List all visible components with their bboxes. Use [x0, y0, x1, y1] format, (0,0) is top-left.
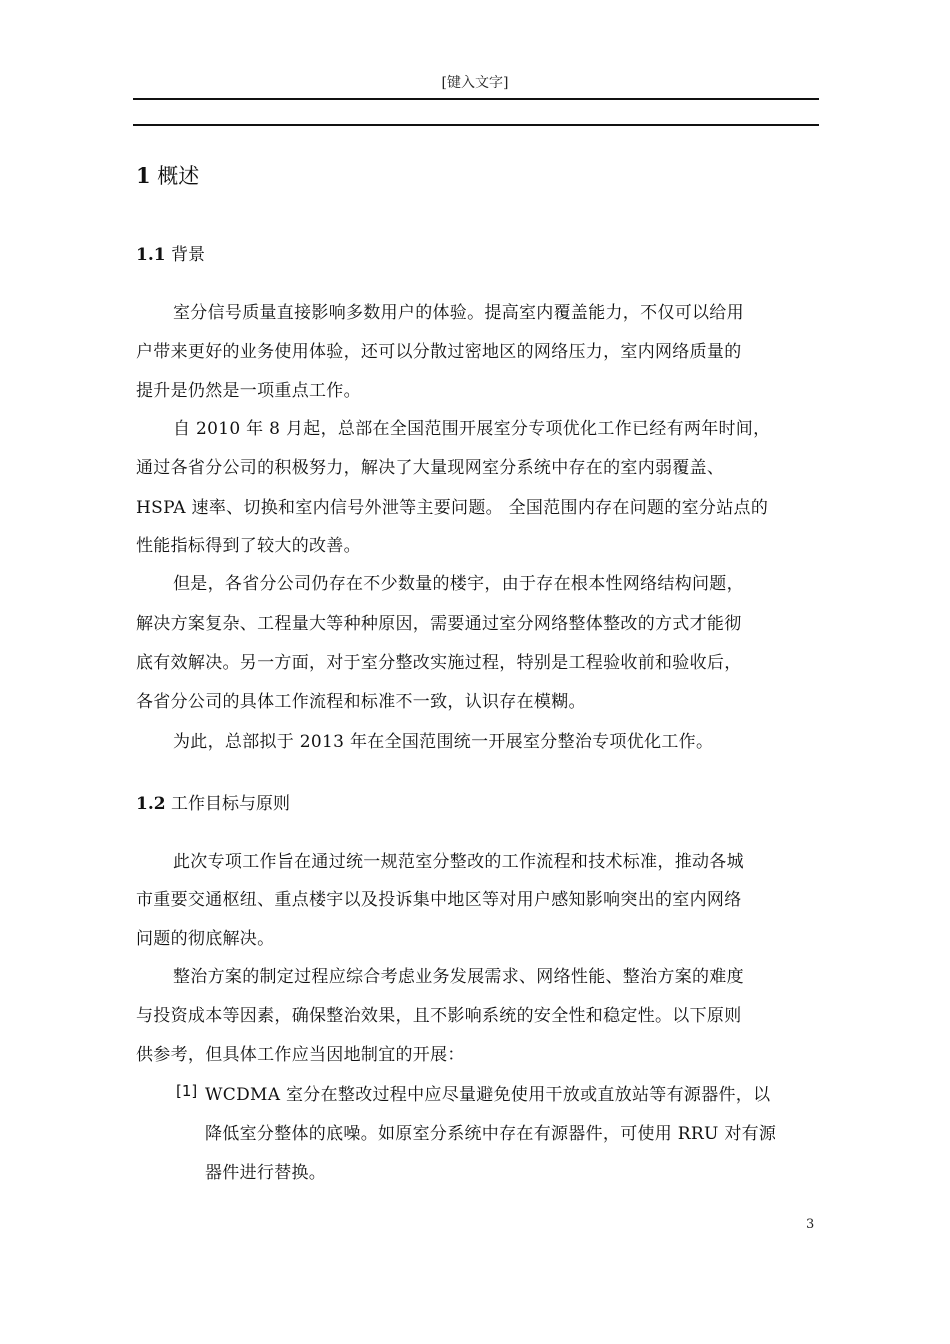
- section-1-heading: [136, 160, 199, 190]
- paragraph-line: 自 2010 年 8 月起，总部在全国范围开展室分专项优化工作已经有两年时间，: [173, 419, 771, 439]
- section-1-title: 概述: [150, 164, 200, 188]
- section-1-2-title: 工作目标与原则: [165, 794, 290, 814]
- paragraph-line: 解决方案复杂、工程量大等种种原因，需要通过室分网络整体整改的方式才能彻: [136, 614, 742, 634]
- paragraph-line: 但是，各省分公司仍存在不少数量的楼宇，由于存在根本性网络结构问题，: [173, 574, 744, 594]
- list-item-line: 降低室分整体的底噪。如原室分系统中存在有源器件，可使用 RRU 对有源: [205, 1124, 777, 1144]
- paragraph-line: 供参考，但具体工作应当因地制宜的开展：: [136, 1045, 465, 1065]
- paragraph-line: 问题的彻底解决。: [136, 929, 275, 949]
- list-item-line: 器件进行替换。: [205, 1163, 327, 1183]
- paragraph-line: 通过各省分公司的积极努力，解决了大量现网室分系统中存在的室内弱覆盖、: [136, 458, 725, 478]
- page-number: 3: [806, 1217, 815, 1232]
- paragraph-line: 提升是仍然是一项重点工作。: [136, 381, 361, 401]
- paragraph-line: 室分信号质量直接影响多数用户的体验。提高室内覆盖能力，不仅可以给用: [173, 303, 744, 323]
- list-marker: [1]: [176, 1082, 198, 1100]
- section-1-number: 1: [136, 163, 151, 188]
- header-rule-top: [133, 98, 819, 100]
- header-rule-bottom: [133, 124, 819, 126]
- section-1-2-number: 1.2: [136, 794, 166, 814]
- paragraph-line: 户带来更好的业务使用体验，还可以分散过密地区的网络压力，室内网络质量的: [136, 342, 742, 362]
- paragraph-line: 性能指标得到了较大的改善。: [136, 536, 361, 556]
- section-1-2-heading: [136, 789, 290, 814]
- section-1-1-number: 1.1: [136, 245, 166, 265]
- paragraph-line: 与投资成本等因素，确保整治效果，且不影响系统的安全性和稳定性。以下原则: [136, 1006, 742, 1026]
- paragraph-line: 底有效解决。另一方面，对于室分整改实施过程，特别是工程验收前和验收后，: [136, 653, 742, 673]
- paragraph-line: 为此，总部拟于 2013 年在全国范围统一开展室分整治专项优化工作。: [173, 732, 714, 752]
- paragraph-line: 此次专项工作旨在通过统一规范室分整改的工作流程和技术标准，推动各城: [173, 852, 744, 872]
- paragraph-line: 各省分公司的具体工作流程和标准不一致，认识存在模糊。: [136, 692, 586, 712]
- paragraph-line: 整治方案的制定过程应综合考虑业务发展需求、网络性能、整治方案的难度: [173, 967, 744, 987]
- paragraph-line: HSPA 速率、切换和室内信号外泄等主要问题。 全国范围内存在问题的室分站点的: [136, 498, 769, 518]
- paragraph-line: 市重要交通枢纽、重点楼宇以及投诉集中地区等对用户感知影响突出的室内网络: [136, 890, 742, 910]
- section-1-1-heading: [136, 240, 205, 265]
- list-item-line: WCDMA 室分在整改过程中应尽量避免使用干放或直放站等有源器件，以: [205, 1085, 771, 1105]
- section-1-1-title: 背景: [165, 245, 205, 265]
- header-placeholder-text: [键入文字]: [441, 75, 509, 91]
